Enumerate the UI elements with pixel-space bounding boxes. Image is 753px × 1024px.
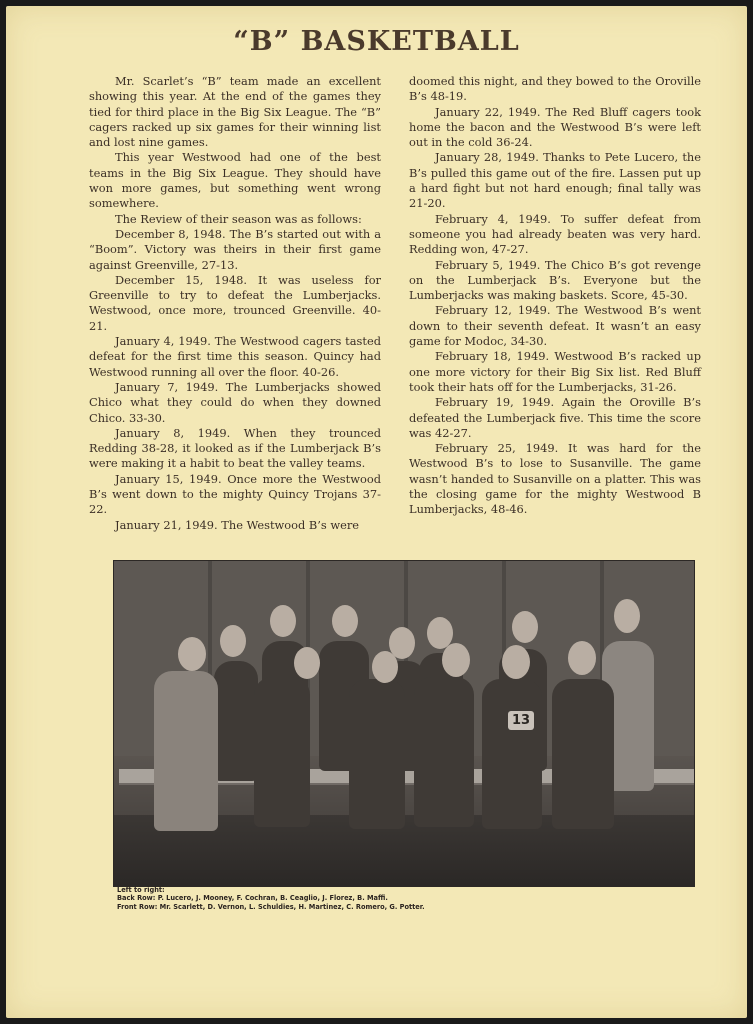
player-head (294, 647, 320, 679)
article-paragraph: This year Westwood had one of the best teams in the Big Six League. They should have won more games, but something went wrong somewhere. (89, 150, 381, 211)
player-head (512, 611, 538, 643)
caption-intro: Left to right: (117, 886, 165, 894)
player-head (568, 641, 596, 675)
article-paragraph: January 8, 1949. When they trounced Redding 38-28, it looked as if the Lumberjack B’s were making it a habit to beat the valley teams. (89, 425, 381, 471)
team-photo (113, 560, 695, 887)
player-figure (414, 677, 474, 827)
article-paragraph: January 22, 1949. The Red Bluff cagers took home the bacon and the Westwood B’s were left out in the cold 36-24. (409, 104, 701, 150)
player-head (220, 625, 246, 657)
player-head (372, 651, 398, 683)
player-figure (154, 671, 218, 831)
article-paragraph: February 19, 1949. Again the Oroville B’s defeated the Lumberjack five. This time the score was 42-27. (409, 395, 701, 440)
player-figure (254, 677, 310, 827)
article-paragraph: February 5, 1949. The Chico B’s got revenge on the Lumberjack B’s. Everyone but the Lumberjacks was making baskets. Score, 45-30. (409, 257, 701, 303)
player-head (332, 605, 358, 637)
player-head (270, 605, 296, 637)
player-head (502, 645, 530, 679)
article-paragraph: January 21, 1949. The Westwood B’s were (115, 517, 360, 532)
article-paragraph: February 4, 1949. To suffer defeat from someone you had already beaten was very hard. Redding won, 47-27. (409, 211, 701, 257)
article-paragraph: The Review of their season was as follows: (115, 211, 362, 226)
article-column-right (409, 74, 701, 518)
page-title: “B” BASKETBALL (233, 26, 520, 57)
player-figure (482, 679, 542, 829)
article-paragraph: January 28, 1949. Thanks to Pete Lucero, the B’s pulled this game out of the fire. Lassen put up a hard fight but not hard enough; final tally was 21-20. (409, 150, 701, 211)
caption-front-row: Front Row: Mr. Scarlett, D. Vernon, L. Schuldies, H. Martinez, C. Romero, G. Potter. (117, 902, 425, 911)
player-head (178, 637, 206, 671)
article-paragraph: December 15, 1948. It was useless for Greenville to try to defeat the Lumberjacks. Westwood, once more, trounced Greenville. 40-21. (89, 272, 381, 333)
article-paragraph: January 15, 1949. Once more the Westwood B’s went down to the mighty Quincy Trojans 37-22. (89, 471, 381, 517)
article-paragraph: Mr. Scarlet’s “B” team made an excellent showing this year. At the end of the games they tied for third place in the Big Six League. The “B” cagers racked up six games for their winning list and lost nine games. (89, 74, 381, 150)
article-paragraph: February 25, 1949. It was hard for the Westwood B’s to lose to Susanville. The game wasn’t handed to Susanville on a platter. This was the closing game for the mighty Westwood B Lumberjacks, 48-46. (409, 441, 701, 517)
player-figure (214, 661, 258, 781)
article-paragraph: February 12, 1949. The Westwood B’s went down to their seventh defeat. It wasn’t an easy game for Modoc, 34-30. (409, 303, 701, 349)
article-paragraph: January 4, 1949. The Westwood cagers tasted defeat for the first time this season. Quincy had Westwood running all over the floor. 40-26. (89, 334, 381, 379)
caption-back-row: Back Row: P. Lucero, J. Mooney, F. Cochran, B. Ceaglio, J. Florez, B. Maffi. (117, 894, 388, 903)
article-column-left (89, 74, 381, 533)
jersey-number: 13 (508, 711, 534, 730)
article-paragraph: February 18, 1949. Westwood B’s racked up one more victory for their Big Six list. Red Bluff took their hats off for the Lumberjacks, 31-26. (409, 349, 701, 394)
player-figure (552, 679, 614, 829)
article-paragraph: doomed this night, and they bowed to the Oroville B’s 48-19. (409, 74, 701, 104)
player-figure (349, 679, 405, 829)
article-paragraph: January 7, 1949. The Lumberjacks showed Chico what they could do when they downed Chico. 33-30. (89, 379, 381, 425)
photo-caption (117, 886, 677, 911)
article-paragraph: December 8, 1948. The B’s started out with a “Boom”. Victory was theirs in their first game against Greenville, 27-13. (89, 226, 381, 272)
player-head (614, 599, 640, 633)
player-head (442, 643, 470, 677)
